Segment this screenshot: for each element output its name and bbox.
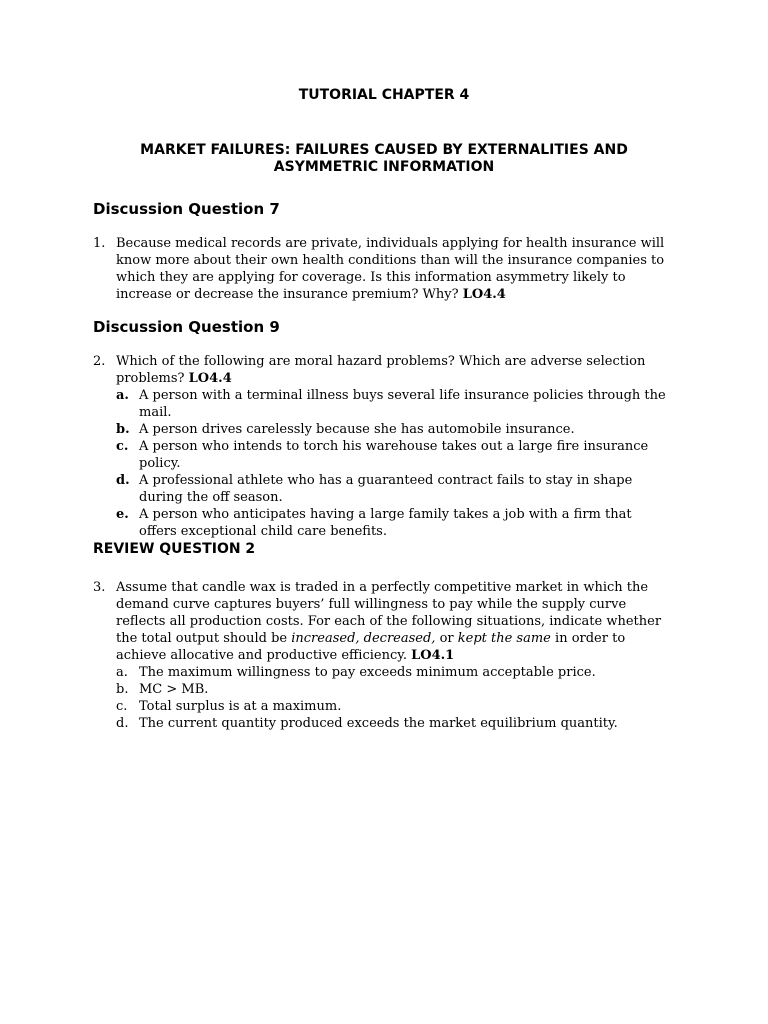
question-body xyxy=(116,353,673,540)
item-text: A person drives carelessly because she has automobile insurance. xyxy=(139,422,575,437)
learning-objective: LO4.4 xyxy=(462,287,506,302)
item-label: a. xyxy=(116,388,129,403)
item-label: b. xyxy=(116,682,129,697)
question-emphasis: increased, decreased, xyxy=(291,631,436,646)
item-label: a. xyxy=(116,665,128,680)
question-body xyxy=(116,579,673,732)
list-item xyxy=(116,698,673,715)
question-2 xyxy=(93,353,673,540)
question-emphasis: kept the same xyxy=(457,631,551,646)
question-text: Because medical records are private, individuals applying for health insurance will know more about their own health conditions than will the insurance companies to which they are applying for coverage. Is this information asymmetry likely to increase or decrease the insurance premium? Why? xyxy=(116,236,665,302)
item-label: e. xyxy=(116,507,129,522)
item-label: c. xyxy=(116,439,129,454)
section-heading-discussion-7: Discussion Question 7 xyxy=(93,200,280,218)
list-item xyxy=(116,664,673,681)
list-item xyxy=(116,421,673,438)
section-heading-discussion-9: Discussion Question 9 xyxy=(93,318,280,336)
item-text: The current quantity produced exceeds the market equilibrium quantity. xyxy=(139,716,618,731)
list-item xyxy=(116,506,673,540)
question-3 xyxy=(93,579,673,732)
item-text: A person who anticipates having a large family takes a job with a firm that offers exceptional child care benefits. xyxy=(139,507,632,539)
list-item xyxy=(116,715,673,732)
question-text: or xyxy=(439,631,454,646)
question-1 xyxy=(93,235,673,303)
section-heading-review-2: REVIEW QUESTION 2 xyxy=(93,541,256,557)
item-label: b. xyxy=(116,422,130,437)
learning-objective: LO4.1 xyxy=(411,648,455,663)
document-subtitle: MARKET FAILURES: FAILURES CAUSED BY EXTERNALITIES AND ASYMMETRIC INFORMATION xyxy=(140,142,628,175)
list-item xyxy=(116,387,673,421)
question-text: in order to achieve allocative and productive efficiency. xyxy=(116,631,626,663)
document-title: TUTORIAL CHAPTER 4 xyxy=(298,87,470,103)
question-text: Which of the following are moral hazard problems? Which are adverse selection problems? xyxy=(116,354,646,386)
question-text: Assume that candle wax is traded in a perfectly competitive market in which the demand curve captures buyers’ full willingness to pay while the supply curve reflects all production costs. For each of the following situations, indicate whether the total output should be xyxy=(116,580,662,646)
item-label: c. xyxy=(116,699,128,714)
item-text: MC > MB. xyxy=(139,682,209,697)
item-text: A person who intends to torch his warehouse takes out a large fire insurance policy. xyxy=(139,439,649,471)
item-label: d. xyxy=(116,473,130,488)
list-item xyxy=(116,438,673,472)
list-item xyxy=(116,681,673,698)
question-number: 2. xyxy=(93,354,106,369)
list-item xyxy=(116,472,673,506)
learning-objective: LO4.4 xyxy=(188,371,232,386)
question-number: 1. xyxy=(93,236,106,251)
item-text: Total surplus is at a maximum. xyxy=(139,699,342,714)
question-body xyxy=(116,235,673,303)
item-text: A person with a terminal illness buys several life insurance policies through the mail. xyxy=(139,388,666,420)
item-text: A professional athlete who has a guaranteed contract fails to stay in shape during the off season. xyxy=(139,473,633,505)
item-text: The maximum willingness to pay exceeds minimum acceptable price. xyxy=(139,665,596,680)
item-label: d. xyxy=(116,716,129,731)
question-number: 3. xyxy=(93,580,106,595)
